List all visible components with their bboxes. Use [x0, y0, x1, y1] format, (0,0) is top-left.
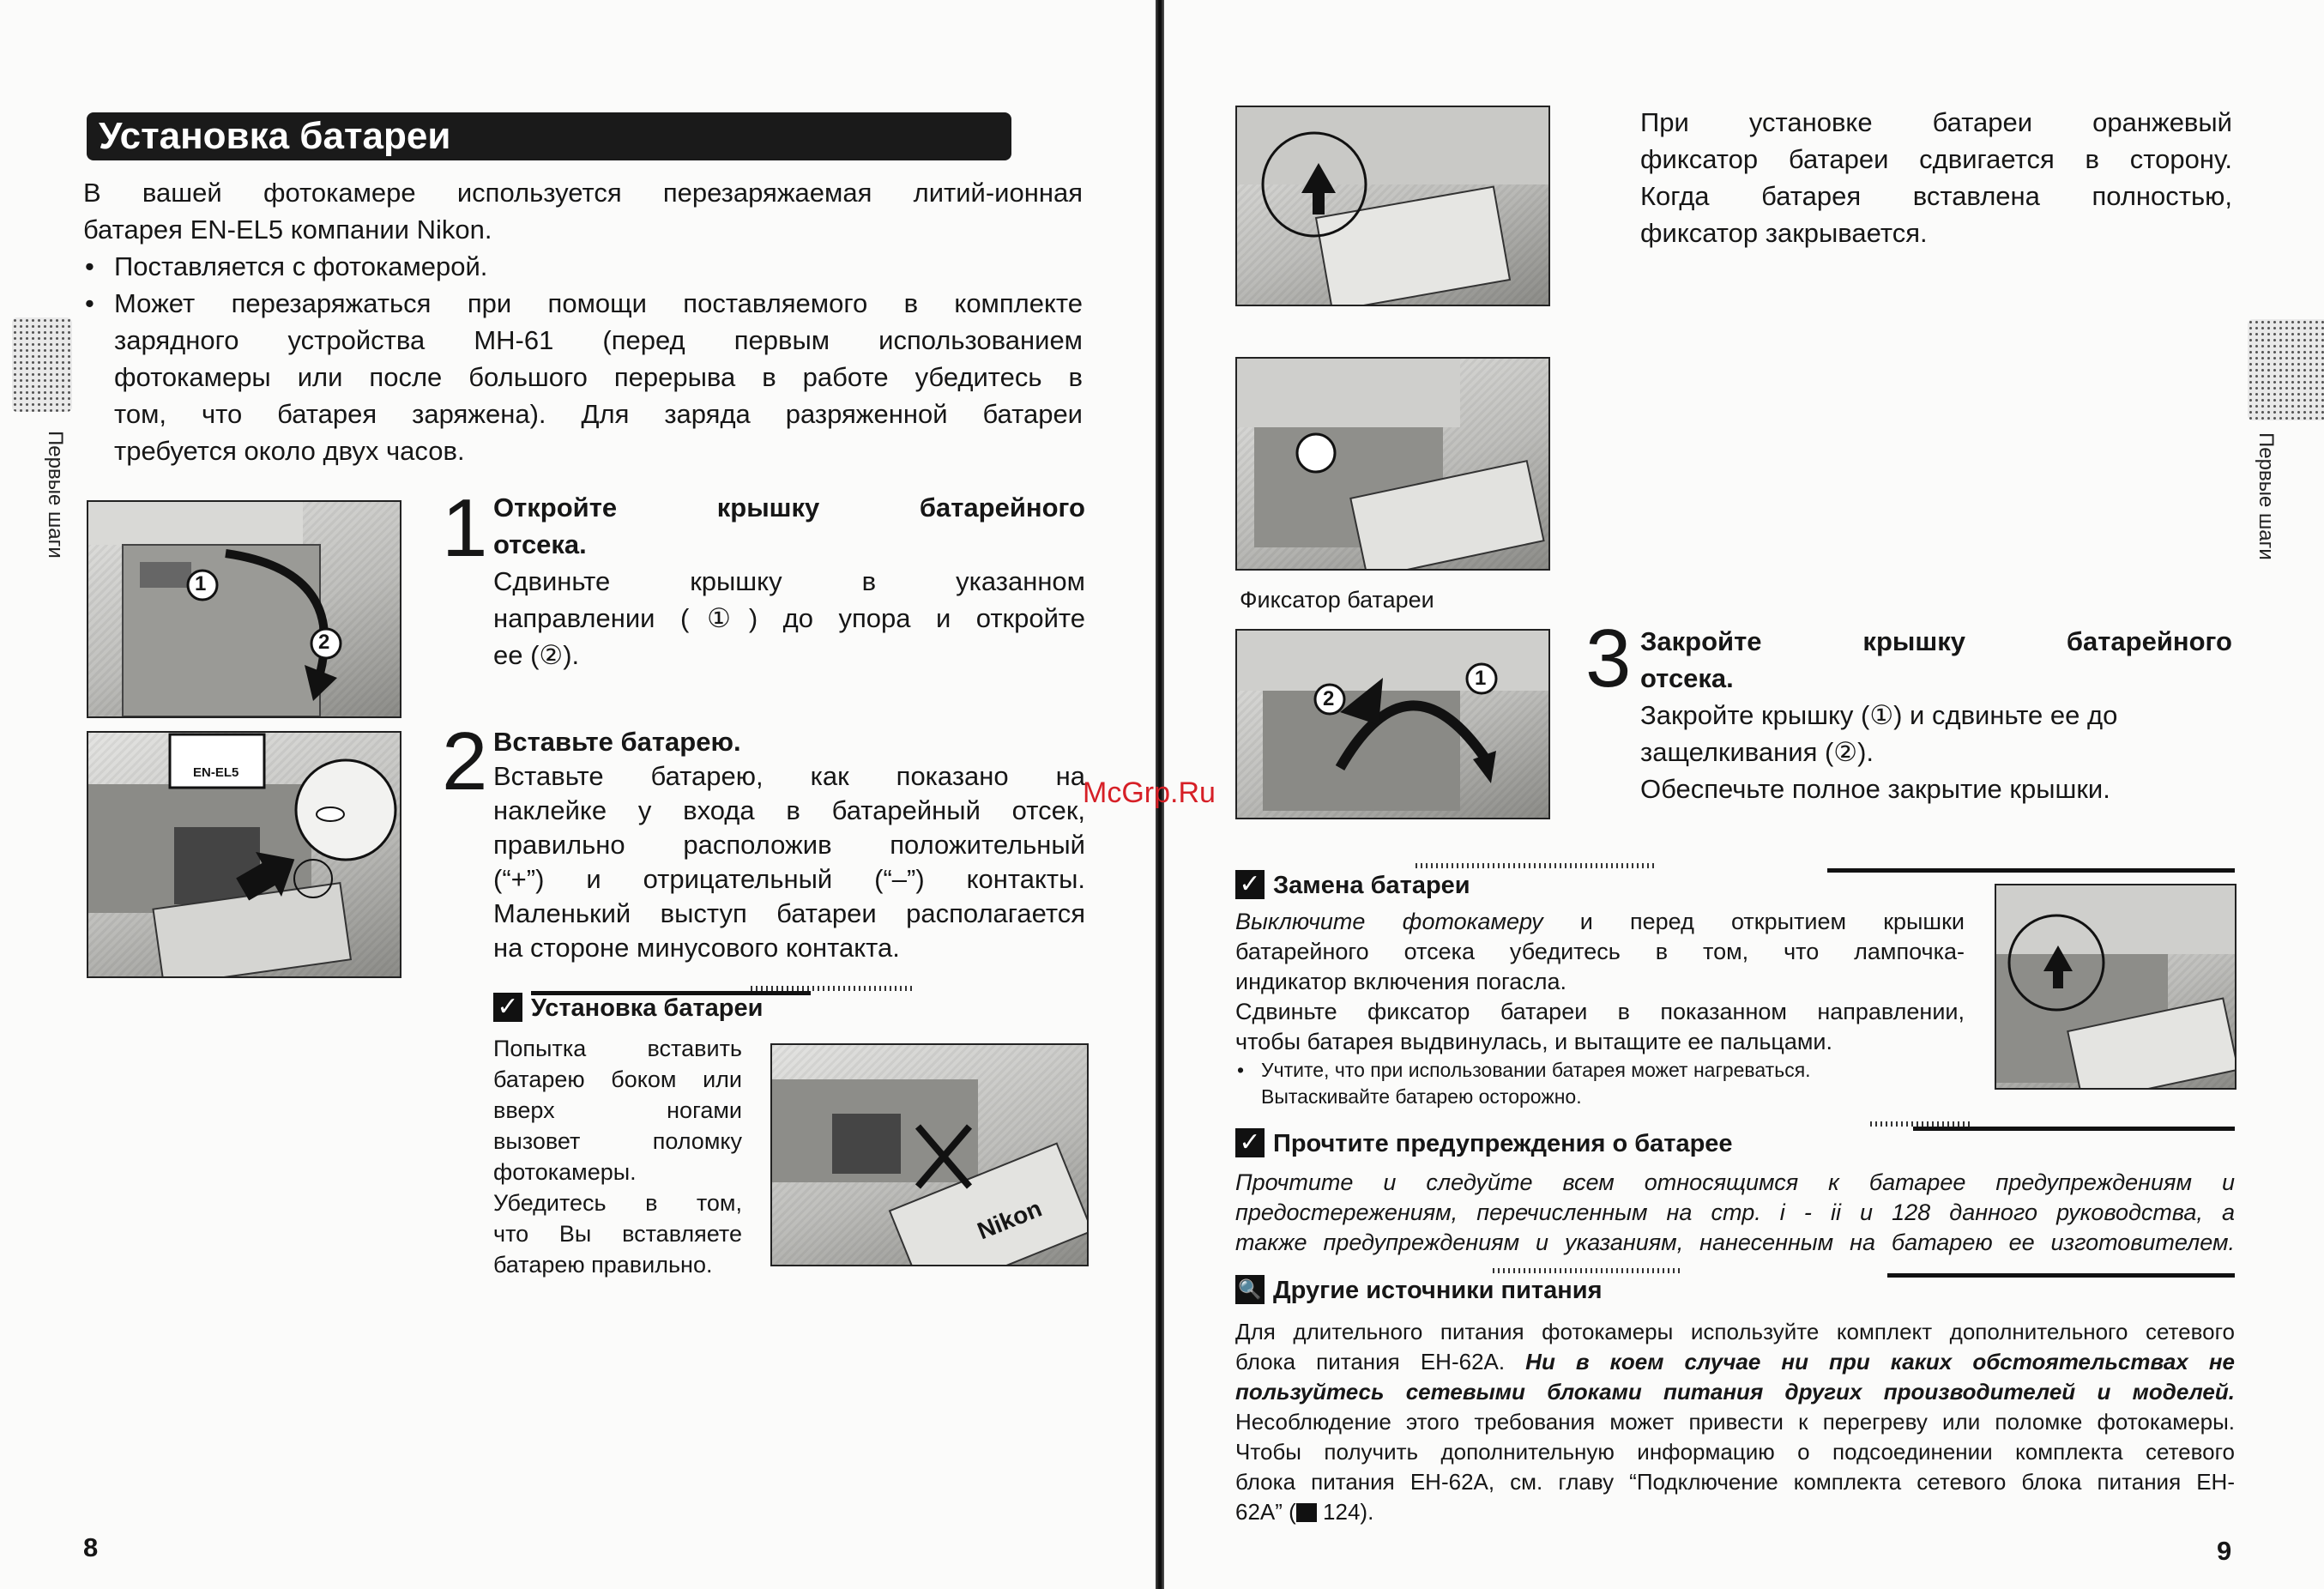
check-icon: ✓	[1235, 1128, 1265, 1157]
photo-battery-latch-closed	[1235, 357, 1550, 571]
note-rule	[1887, 1273, 2235, 1278]
replace-line: индикатор включения погасла.	[1235, 969, 1567, 994]
step-2-number: 2	[442, 716, 488, 807]
power-text: блока питания EH-62A.	[1235, 1349, 1526, 1375]
note-line: батарею боком или	[493, 1066, 742, 1092]
step-1-title: отсека.	[493, 529, 587, 559]
note-rule-dots	[1416, 863, 1656, 868]
step-3-title: отсека.	[1640, 663, 1734, 693]
note-power-header	[1235, 1273, 2235, 1313]
step-2	[493, 725, 1085, 965]
step-2-body: Вставьте батарею, как показано на	[493, 761, 1085, 791]
step-2-body: на стороне минусового контакта.	[493, 933, 900, 963]
bullet-item	[83, 248, 1083, 285]
magnifier-icon: 🔍	[1235, 1275, 1265, 1304]
bullet-line: требуется около двух часов.	[114, 436, 465, 466]
note-install-title: Установка батареи	[531, 994, 764, 1022]
power-line: блока питания EH-62A, см. главу “Подключение комплекта сетевого блока питания EH-	[1235, 1469, 2235, 1495]
note-line: фотокамеры.	[493, 1159, 637, 1185]
power-line: Несоблюдение этого требования может привести к перегреву или поломке фотокамеры.	[1235, 1409, 2235, 1435]
bullet-line: Может перезаряжаться при помощи поставляемого в комплекте	[114, 288, 1083, 318]
step-2-body: (“+”) и отрицательный (“–”) контакты.	[493, 864, 1085, 894]
bullet-dot-icon: •	[85, 288, 94, 318]
bullet-text: Поставляется с фотокамерой.	[114, 251, 488, 281]
latch-line: фиксатор батареи сдвигается в сторону.	[1640, 144, 2232, 174]
photo-close-cover	[1235, 629, 1550, 819]
note-line: вверх ногами	[493, 1097, 742, 1123]
note-line: что Вы вставляете	[493, 1221, 742, 1247]
battery-label-text: EN-EL5	[193, 765, 239, 780]
power-line	[1235, 1497, 2235, 1527]
power-text: 124).	[1316, 1499, 1374, 1525]
watermark: McGrp.Ru	[1083, 776, 1216, 809]
side-tab-screen	[2248, 319, 2324, 420]
replace-line: чтобы батарея выдвинулась, и вытащите ее пальцами.	[1235, 1029, 1833, 1054]
bullet-item	[83, 285, 1083, 469]
warnings-line: также предупреждениям и указаниям, нанесенным на батарею ее изготовителем.	[1235, 1230, 2235, 1255]
latch-line: Когда батарея вставлена полностью,	[1640, 181, 2232, 211]
bullet-line: зарядного устройства MH-61 (перед первым использованием	[114, 325, 1083, 355]
note-rule	[1827, 868, 2235, 873]
step-3-title: Закройте крышку батарейного	[1640, 626, 2232, 656]
replace-rest: и перед открытием крышки	[1542, 909, 1965, 934]
step-3	[1640, 623, 2232, 807]
step-2-body: Маленький выступ батареи располагается	[493, 898, 1085, 928]
battery-brand-text: Nikon	[973, 1194, 1046, 1245]
check-icon: ✓	[1235, 870, 1265, 899]
power-bold-italic: Ни в коем случае ни при каких обстоятельствах не	[1525, 1349, 2235, 1375]
page-ref-icon	[1296, 1503, 1317, 1522]
note-replace-body	[1235, 907, 1965, 1110]
note-install-body	[493, 1033, 742, 1280]
note-warnings-body	[1235, 1168, 2235, 1258]
step-3-body: Обеспечьте полное закрытие крышки.	[1640, 774, 2110, 804]
step-1-body: ее (②).	[493, 640, 580, 670]
photo-remove-battery-drawing	[1996, 885, 2235, 1088]
bullet-dot-icon: •	[1237, 1059, 1245, 1081]
photo-open-cover	[87, 500, 401, 718]
bullet-line: том, что батарея заряжена). Для заряда разряженной батареи	[114, 399, 1083, 429]
step-3-body: защелкивания (②).	[1640, 737, 1874, 767]
note-power-body	[1235, 1317, 2235, 1527]
step-1-body: Сдвиньте крышку в указанном	[493, 566, 1085, 596]
note-rule-dots	[751, 986, 914, 991]
note-rule	[1913, 1127, 2235, 1131]
intro-line: В вашей фотокамере используется перезаряжаемая литий-ионная	[83, 178, 1083, 208]
warnings-line: предостережениям, перечисленным на стр. i - ii и 128 данного руководства, а	[1235, 1199, 2235, 1225]
bullet-line: фотокамеры или после большого перерыва в работе убедитесь в	[114, 362, 1083, 392]
note-warnings-header	[1235, 1127, 2235, 1166]
replace-italic: Выключите фотокамеру	[1235, 909, 1543, 934]
note-rule-dots	[1870, 1121, 1973, 1127]
replace-line: Сдвиньте фиксатор батареи в показанном направлении,	[1235, 999, 1965, 1024]
photo-wrong-insertion	[770, 1043, 1089, 1266]
step-3-number: 3	[1585, 613, 1632, 704]
photo-close-cover-drawing	[1237, 631, 1548, 818]
section-title-bar	[87, 112, 1011, 160]
note-replace-title: Замена батареи	[1273, 872, 1470, 899]
warnings-line: Прочтите и следуйте всем относящимся к батарее предупреждениям и	[1235, 1169, 2235, 1195]
photo-open-cover-drawing	[88, 502, 400, 716]
page-title: Установка батареи	[99, 115, 451, 157]
replace-bullet	[1235, 1057, 1965, 1110]
photo-battery-latch-open-drawing	[1237, 107, 1548, 305]
replace-bullet-line: Учтите, что при использовании батарея может нагреваться.	[1261, 1059, 1811, 1081]
step-1	[493, 489, 1085, 674]
photo-battery-latch-open	[1235, 106, 1550, 306]
note-warnings-title: Прочтите предупреждения о батарее	[1273, 1130, 1733, 1157]
step-3-body: Закройте крышку (①) и сдвиньте ее до	[1640, 700, 2118, 730]
step-1-body: направлении (①) до упора и откройте	[493, 603, 1085, 633]
replace-line	[1235, 907, 1965, 937]
step-2-body: наклейке у входа в батарейный отсек,	[493, 795, 1085, 825]
step-2-title: Вставьте батарею.	[493, 727, 741, 757]
bullet-dot-icon: •	[85, 251, 94, 281]
power-line: пользуйтесь сетевыми блоками питания других производителей и моделей.	[1235, 1379, 2235, 1405]
latch-line: При установке батареи оранжевый	[1640, 107, 2232, 137]
side-label: Первые шаги	[2255, 432, 2278, 560]
latch-paragraph	[1640, 104, 2232, 251]
note-rule-dots	[1493, 1268, 1681, 1273]
callout-one-label: 1	[1475, 667, 1487, 690]
check-icon: ✓	[493, 993, 522, 1022]
callout-one-label: 1	[195, 572, 207, 595]
note-line: Попытка вставить	[493, 1036, 742, 1061]
power-line	[1235, 1347, 2235, 1377]
latch-caption: Фиксатор батареи	[1240, 587, 1434, 613]
step-2-body: правильно расположив положительный	[493, 830, 1085, 860]
note-install-header	[493, 991, 914, 1030]
photo-insert-battery-drawing	[88, 733, 400, 976]
note-line: батарею правильно.	[493, 1252, 713, 1278]
photo-insert-battery	[87, 731, 401, 978]
side-tab-screen	[12, 317, 72, 412]
power-line: Для длительного питания фотокамеры используйте комплект дополнительного сетевого	[1235, 1319, 2235, 1344]
callout-two-label: 2	[1323, 687, 1335, 710]
note-line: вызовет поломку	[493, 1128, 742, 1154]
note-power-title: Другие источники питания	[1273, 1277, 1603, 1304]
photo-remove-battery	[1995, 884, 2236, 1090]
step-1-number: 1	[442, 482, 488, 574]
photo-battery-latch-closed-drawing	[1237, 359, 1548, 569]
power-line: Чтобы получить дополнительную информацию о подсоединении комплекта сетевого	[1235, 1439, 2235, 1465]
replace-bullet-line: Вытаскивайте батарею осторожно.	[1261, 1085, 1582, 1108]
page-number-left: 8	[83, 1532, 99, 1562]
photo-wrong-insertion-drawing	[772, 1045, 1087, 1265]
intro-line: батарея EN-EL5 компании Nikon.	[83, 214, 492, 245]
replace-line: батарейного отсека убедитесь в том, что лампочка-	[1235, 939, 1965, 964]
page-number-right: 9	[2217, 1536, 2232, 1566]
latch-line: фиксатор закрывается.	[1640, 218, 1928, 248]
note-line: Убедитесь в том,	[493, 1190, 742, 1216]
power-text: 62A” (	[1235, 1499, 1296, 1525]
side-label: Первые шаги	[44, 431, 67, 559]
callout-two-label: 2	[318, 631, 330, 654]
intro-text	[83, 174, 1083, 469]
step-1-title: Откройте крышку батарейного	[493, 492, 1085, 523]
